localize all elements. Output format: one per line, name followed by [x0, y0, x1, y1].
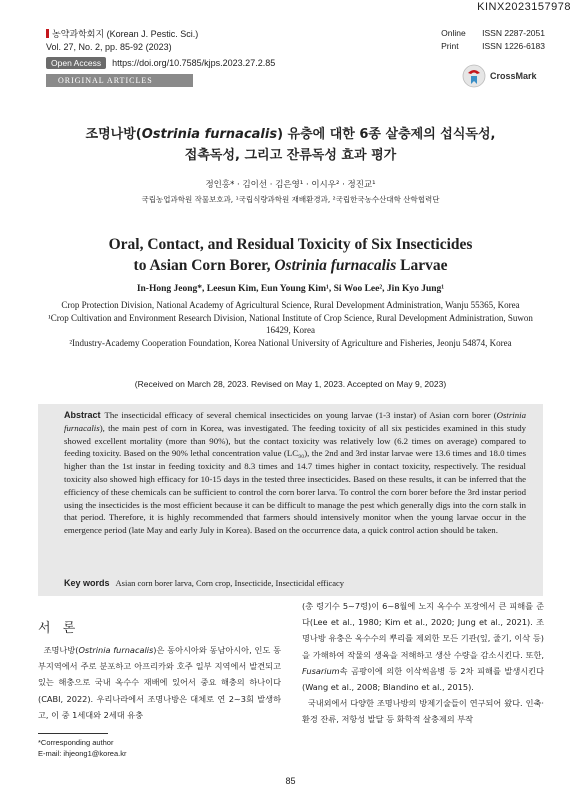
korean-title [0, 124, 581, 166]
print-label: Print [441, 41, 459, 51]
intro-paragraph-2: 국내외에서 다양한 조명나방의 방제기술들이 연구되어 왔다. 인축·환경 잔류, 저항성 발달 등 화학적 살충제의 부작 [302, 698, 544, 725]
english-affiliations [40, 299, 541, 349]
affiliation-2: ¹Crop Cultivation and Environment Research Division, National Institute of Crop Science, Rural Development Administration, Suwon 16429, Korea [48, 312, 533, 335]
doi-link[interactable]: https://doi.org/10.7585/kjps.2023.27.2.85 [112, 58, 276, 68]
korean-authors: 정인홍* · 김이선 · 김은영¹ · 이시우² · 정진교¹ [205, 180, 376, 190]
issn-block [441, 27, 545, 53]
english-title-line2: to Asian Corn Borer, Ostrinia furnacalis Larvae [133, 257, 448, 274]
online-label: Online [441, 28, 466, 38]
affiliation-3: ²Industry-Academy Cooperation Foundation, Korea National University of Agriculture and Fisheries, Jeonju 54874, Korea [69, 337, 512, 348]
corresponding-author: *Corresponding author [38, 738, 114, 747]
abstract-label: Abstract [64, 410, 101, 420]
footnote-divider [38, 733, 108, 734]
corresponding-email[interactable]: E-mail: ihjeong1@korea.kr [38, 749, 127, 758]
journal-name-text: 농약과학회지 (Korean J. Pestic. Sci.) [52, 29, 199, 39]
intro-species: Ostrinia furnacalis [78, 645, 154, 655]
footnote [38, 737, 126, 759]
english-authors: In-Hong Jeong*, Leesun Kim, Eun Young Kim¹, Si Woo Lee², Jin Kyo Jung¹ [136, 284, 445, 294]
open-access-badge: Open Access [46, 57, 106, 69]
article-type-banner: ORIGINAL ARTICLES [46, 74, 193, 87]
fusarium-species: Fusarium [302, 665, 340, 676]
received-dates: (Received on March 28, 2023. Revised on May 1, 2023. Accepted on May 9, 2023) [134, 379, 447, 389]
introduction-right-column [302, 598, 544, 728]
crossmark-label: CrossMark [490, 71, 537, 81]
keywords-label: Key words [64, 578, 110, 588]
abstract: Abstract The insecticidal efficacy of several chemical insecticides on young larvae (1-3 instar) of Asian corn borer (Ostrinia furnacalis), the main pest of corn in Korea, was investigated. The feeding toxicity of all six pesticides examined in this study showed excellent mortality (more than 90%), but the contact toxicity was relatively low (6.2 times on average) compared to feeding toxicity. Based on the 90% lethal concentration value (LC₉₀), the 2nd and 3rd instar larvae were 13.6 times and 18.0 times higher than the 1st instar in feeding toxicity and 8.3 times and 14.7 times higher in contact toxicity, respectively. The residual toxicity also showed high efficacy for 10-15 days in the tested three insecticides. Based on these results, it can be inferred that the efficiency of these chemicals can be sufficient to control the corn borer larva. To control the corn borer before the 3rd instar period using the insecticides is the most efficient because it can be difficult to manage the pest which generally digs into the corn stalk in that period. Therefore, it is highly recommended that farmers should intensively monitor when the young larvae occur in the emergence period (late May and early July in Korea). Based on the occurrence data, a quick control action should be taken. [64, 410, 526, 536]
korean-affiliations: 국립농업과학원 작물보호과, ¹국립식량과학원 재배환경과, ²국립한국농수산대학 산학협력단 [141, 195, 440, 204]
english-title-line1: Oral, Contact, and Residual Toxicity of Six Insecticides [108, 236, 473, 253]
english-title-species: Ostrinia furnacalis [274, 257, 397, 274]
page-number: 85 [285, 776, 296, 786]
print-issn: ISSN 1226-6183 [482, 41, 545, 51]
english-title [0, 234, 581, 276]
journal-volume: Vol. 27, No. 2, pp. 85-92 (2023) [46, 42, 172, 52]
keywords [64, 578, 526, 588]
online-issn: ISSN 2287-2051 [482, 28, 545, 38]
journal-name [46, 27, 198, 40]
korean-title-line2: 접촉독성, 그리고 잔류독성 효과 평가 [184, 148, 397, 163]
crossmark-button[interactable] [462, 64, 537, 88]
keywords-text: Asian corn borer larva, Corn crop, Insecticide, Insecticidal efficacy [115, 578, 345, 588]
introduction-left-column: 조명나방(Ostrinia furnacalis)은 동아시아와 동남아시아, 인도 동부지역에서 주로 분포하고 아프리카와 호주 일부 지역에서 발견되고 있는 해충으로 국내 옥수수 재배에 있어서 중요 해충의 하나이다(CABI, 2022). 우리나라에서 조명나방은 대체로 연 2~3회 발생하고, 이 중 1세대와 2세대 유충 [38, 645, 282, 720]
korean-title-species: Ostrinia furnacalis [141, 127, 278, 142]
kinx-id: KINX2023157978 [477, 1, 571, 13]
open-access-row [46, 57, 275, 69]
crossmark-icon [462, 64, 486, 88]
affiliation-1: Crop Protection Division, National Academy of Agricultural Science, Rural Development Administration, Wanju 55365, Korea [61, 300, 520, 310]
intro-paragraph-1: (총 령기수 5~7령)이 6~8월에 노지 옥수수 포장에서 큰 피해를 준다(Lee et al., 1980; Kim et al., 2020; Jung et al., 2021). 조명나방 유충은 옥수수의 뿌리를 제외한 모든 기관(잎, 줄기, 이삭 등)을 가해하여 작물의 생육을 저해하고 생산 수량을 감소시킨다. 또한, Fusarium속 곰팡이에 의한 이삭썩음병 등 2차 피해를 발생시킨다(Wang et al., 2008; Blandino et al., 2015). [302, 601, 544, 693]
korean-title-line1: 조명나방(Ostrinia furnacalis) 유충에 대한 6종 살충제의 섭식독성, [85, 127, 496, 142]
introduction-heading: 서 론 [38, 621, 80, 636]
journal-logo-icon [46, 29, 49, 38]
abstract-species: Ostrinia furnacalis [64, 410, 526, 433]
